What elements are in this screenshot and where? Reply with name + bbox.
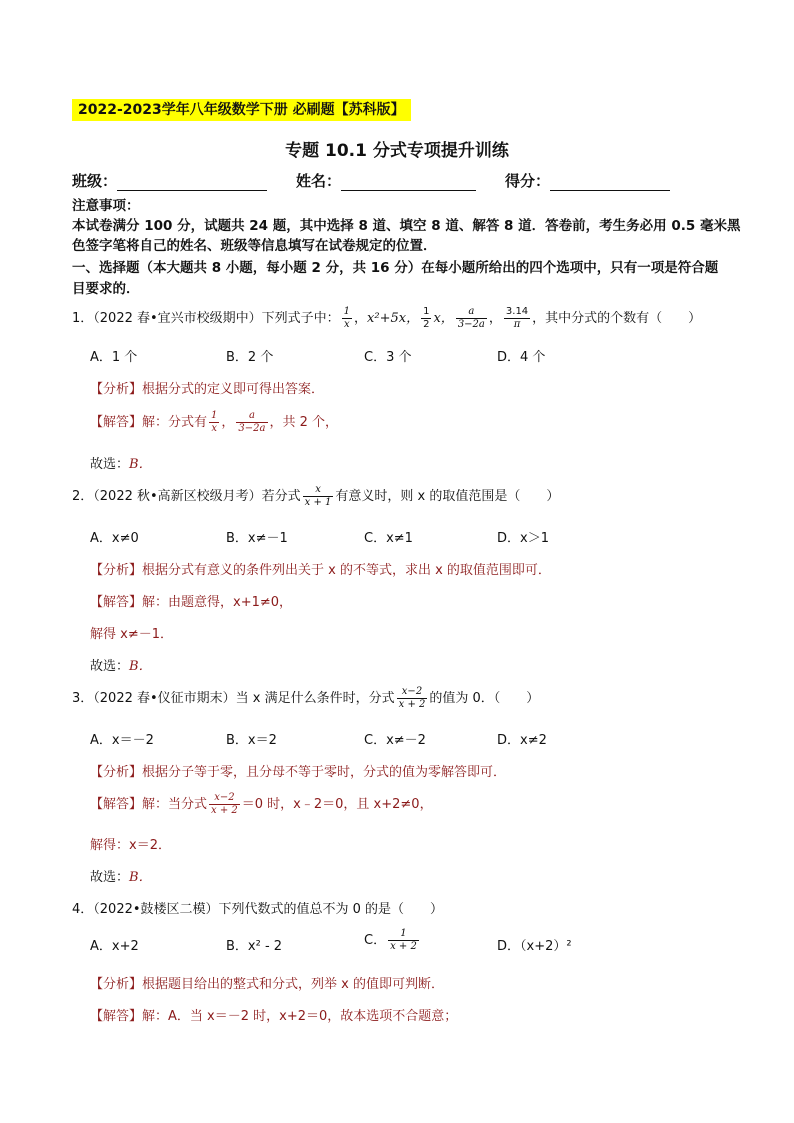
question-4-option-c: C． $\frac{1}{x + 2}$ bbox=[364, 928, 417, 952]
question-4-stem: 4．（2022•鼓楼区二模）下列代数式的值总不为 0 的是（ ） bbox=[72, 902, 444, 917]
fraction-1-over-2: $\frac{1}{2}$ bbox=[423, 306, 430, 330]
header-banner bbox=[72, 99, 411, 121]
class-label: 班级： bbox=[72, 172, 118, 190]
fraction-x-over-x-plus-1: $\frac{x}{x + 1}$ bbox=[304, 484, 332, 508]
score-blank bbox=[550, 174, 670, 191]
question-3-option-b: B．x＝2 bbox=[226, 733, 277, 748]
question-2-solution-2: 解得 x≠－1． bbox=[90, 627, 173, 642]
question-2-analysis: 【分析】根据分式有意义的条件列出关于 x 的不等式，求出 x 的取值范围即可． bbox=[90, 563, 551, 578]
notice-heading: 注意事项： bbox=[72, 198, 140, 214]
term-x2-5x: x²+5x， bbox=[367, 311, 420, 326]
question-3-stem: 3．（2022 春•仪征市期末）当 x 满足什么条件时，分式 $\frac{x-2}{x + 2}$ 的值为 0．（ ） bbox=[72, 686, 540, 710]
section-line-2: 目要求的． bbox=[72, 281, 140, 297]
question-2-option-d: D．x＞1 bbox=[497, 531, 549, 546]
banner-year: 2022-2023 bbox=[78, 102, 162, 118]
question-3-option-d: D．x≠2 bbox=[497, 733, 547, 748]
question-1-option-c: C．3 个 bbox=[364, 350, 412, 365]
question-1-stem: 1．（2022 春•宜兴市校级期中）下列式子中： $\frac{1}{x}$ ，x²+5x， $\frac{1}{2}$ x， $\frac{a}{3-2a}$ ， $\frac{3.14}{\pi}$ ，其中分式的个数有（ ） bbox=[72, 306, 702, 330]
class-field bbox=[72, 170, 267, 191]
name-field bbox=[296, 170, 476, 191]
question-4-option-d: D．（x+2）² bbox=[497, 939, 572, 954]
question-2-option-b: B．x≠－1 bbox=[226, 531, 288, 546]
question-2-option-a: A．x≠0 bbox=[90, 531, 139, 546]
question-4-option-a: A．x+2 bbox=[90, 939, 139, 954]
question-3-choice: 故选：B． bbox=[90, 870, 152, 885]
question-3-option-c: C．x≠－2 bbox=[364, 733, 426, 748]
notice-line-2: 色签字笔将自己的姓名、班级等信息填写在试卷规定的位置． bbox=[72, 238, 437, 254]
question-4-solution: 【解答】解：A．当 x＝－2 时，x+2＝0，故本选项不合题意； bbox=[90, 1009, 458, 1024]
question-1-solution: 【解答】解：分式有 $\frac{1}{x}$ ， $\frac{a}{3-2a}$ ，共 2 个， bbox=[90, 410, 339, 434]
solution-fraction-x-2-over-x-plus-2: $\frac{x-2}{x + 2}$ bbox=[211, 792, 238, 816]
solution-fraction-1-over-x: $\frac{1}{x}$ bbox=[211, 410, 218, 434]
question-4-analysis: 【分析】根据题目给出的整式和分式，列举 x 的值即可判断． bbox=[90, 977, 444, 992]
score-field bbox=[505, 170, 670, 191]
fraction-1-over-x: $\frac{1}{x}$ bbox=[343, 306, 351, 330]
fraction-314-over-pi: $\frac{3.14}{\pi}$ bbox=[505, 306, 529, 330]
fraction-x-2-over-x-plus-2: $\frac{x-2}{x + 2}$ bbox=[398, 686, 426, 710]
score-label: 得分： bbox=[505, 172, 551, 190]
name-blank bbox=[341, 174, 476, 191]
solution-fraction-a-over-3-2a: $\frac{a}{3-2a}$ bbox=[238, 410, 266, 434]
question-1-option-d: D．4 个 bbox=[497, 350, 546, 365]
notice-line-1: 本试卷满分 100 分，试题共 24 题，其中选择 8 道、填空 8 道、解答 8 道．答卷前，考生务必用 0.5 毫米黑 bbox=[72, 218, 741, 234]
question-2-choice: 故选：B． bbox=[90, 659, 152, 674]
name-label: 姓名： bbox=[296, 172, 342, 190]
question-3-option-a: A．x＝－2 bbox=[90, 733, 154, 748]
question-1-prefix: 1．（2022 春•宜兴市校级期中）下列式子中： bbox=[72, 311, 340, 326]
class-blank bbox=[117, 174, 267, 191]
page-title: 专题 10.1 分式专项提升训练 bbox=[285, 141, 509, 161]
question-1-option-a: A．1 个 bbox=[90, 350, 138, 365]
question-1-option-b: B．2 个 bbox=[226, 350, 274, 365]
question-3-solution-2: 解得：x＝2． bbox=[90, 838, 171, 853]
question-1-suffix: ，其中分式的个数有（ ） bbox=[532, 311, 702, 326]
term-x: x， bbox=[433, 311, 454, 326]
question-3-analysis: 【分析】根据分子等于零，且分母不等于零时，分式的值为零解答即可． bbox=[90, 765, 507, 780]
question-2-stem: 2．（2022 秋•高新区校级月考）若分式 $\frac{x}{x + 1}$ 有意义时，则 x 的取值范围是（ ） bbox=[72, 484, 560, 508]
question-4-option-b: B．x² - 2 bbox=[226, 939, 283, 954]
question-1-choice: 故选：B． bbox=[90, 457, 152, 472]
question-3-solution: 【解答】解：当分式 $\frac{x-2}{x + 2}$ ＝0 时，x﹣2＝0，且 x+2≠0， bbox=[90, 792, 433, 816]
question-1-analysis: 【分析】根据分式的定义即可得出答案． bbox=[90, 382, 325, 397]
section-line-1: 一、选择题（本大题共 8 小题，每小题 2 分，共 16 分）在每小题所给出的四个选项中，只有一项是符合题 bbox=[72, 260, 719, 276]
question-2-option-c: C．x≠1 bbox=[364, 531, 413, 546]
fraction-1-over-x-plus-2: $\frac{1}{x + 2}$ bbox=[390, 928, 417, 952]
banner-text: 学年八年级数学下册 必刷题【苏科版】 bbox=[161, 102, 405, 118]
fraction-a-over-3-2a: $\frac{a}{3-2a}$ bbox=[457, 306, 485, 330]
question-2-solution: 【解答】解：由题意得，x+1≠0， bbox=[90, 595, 293, 610]
